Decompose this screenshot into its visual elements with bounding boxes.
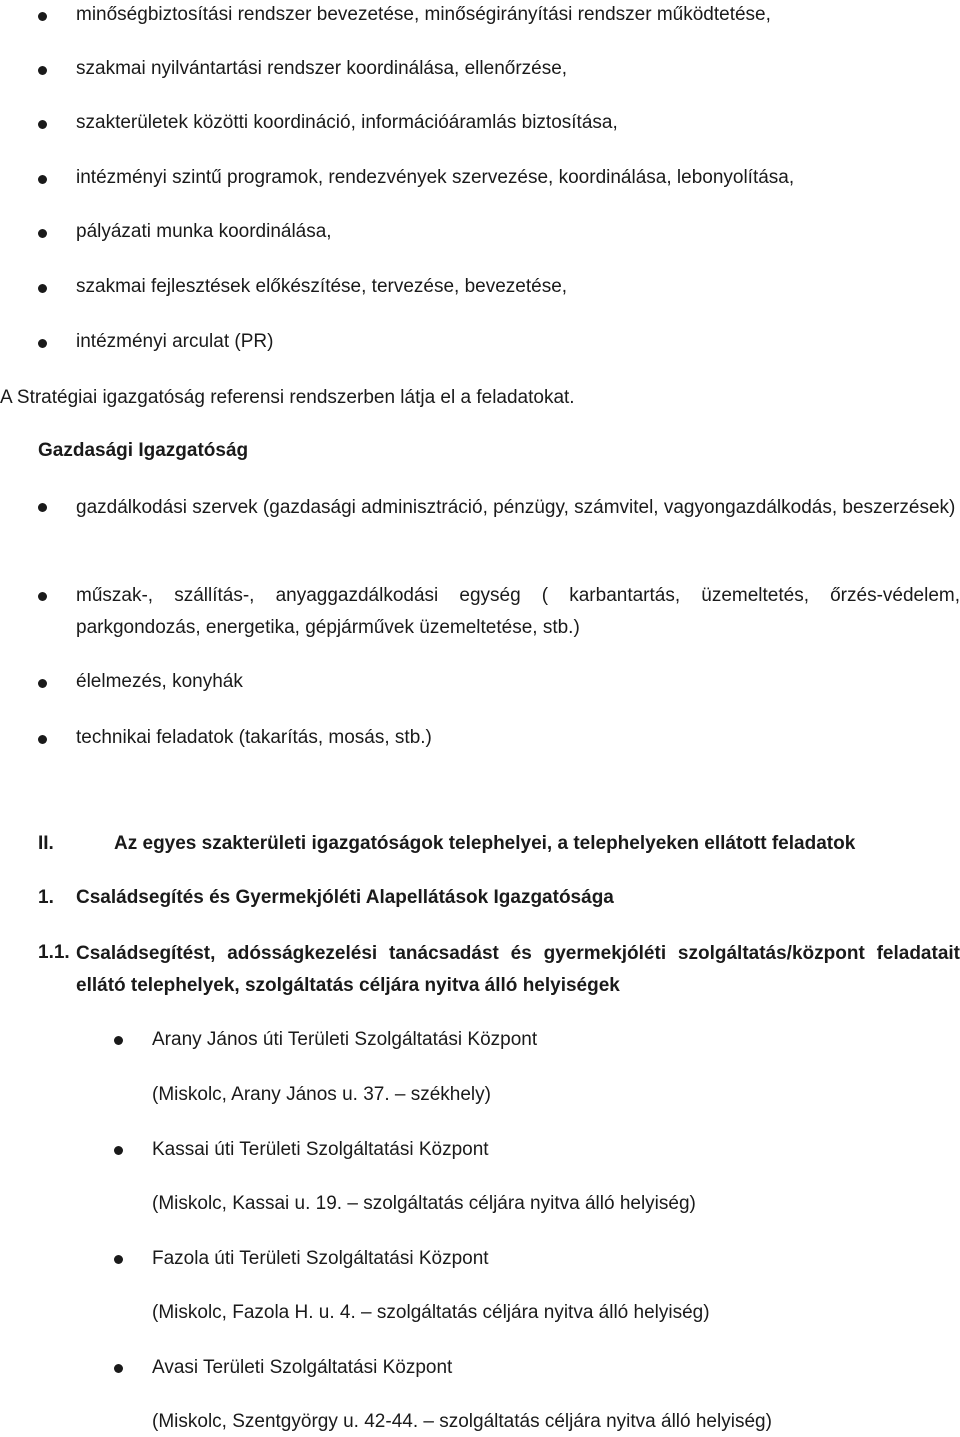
location-name: Arany János úti Területi Szolgáltatási Központ bbox=[152, 1029, 538, 1050]
bullet-icon bbox=[38, 679, 47, 688]
location-address: (Miskolc, Fazola H. u. 4. – szolgáltatás céljára nyitva álló helyiség) bbox=[152, 1302, 710, 1323]
location-address: (Miskolc, Kassai u. 19. – szolgáltatás céljára nyitva álló helyiség) bbox=[152, 1193, 696, 1214]
location-address: (Miskolc, Szentgyörgy u. 42-44. – szolgáltatás céljára nyitva álló helyiség) bbox=[152, 1411, 772, 1432]
bullet-icon bbox=[38, 503, 47, 512]
section-heading-gazdasagi: Gazdasági Igazgatóság bbox=[38, 440, 249, 461]
bullet-icon bbox=[38, 175, 47, 184]
location-address: (Miskolc, Arany János u. 37. – székhely) bbox=[152, 1084, 491, 1105]
list-item: technikai feladatok (takarítás, mosás, stb.) bbox=[76, 727, 432, 748]
location-name: Kassai úti Területi Szolgáltatási Központ bbox=[152, 1139, 489, 1160]
list-item: szakmai fejlesztések előkészítése, tervezése, bevezetése, bbox=[76, 276, 568, 297]
bullet-icon bbox=[38, 592, 47, 601]
bullet-icon bbox=[38, 339, 47, 348]
bullet-icon bbox=[38, 66, 47, 75]
subsection-title: Családsegítést, adósságkezelési tanácsadást és gyermekjóléti szolgáltatás/központ feladatait ellátó telephelyek, szolgáltatás céljára nyitva álló helyiségek bbox=[76, 943, 960, 996]
list-item: gazdálkodási szervek (gazdasági adminisztráció, pénzügy, számvitel, vagyongazdálkodás, beszerzések) bbox=[76, 497, 956, 518]
list-item: szakterületek közötti koordináció, információáramlás biztosítása, bbox=[76, 112, 618, 133]
list-item: szakmai nyilvántartási rendszer koordinálása, ellenőrzése, bbox=[76, 58, 568, 79]
bullet-icon bbox=[38, 120, 47, 129]
bullet-icon bbox=[114, 1364, 123, 1373]
subsection-number: 1. bbox=[38, 887, 54, 908]
bullet-icon bbox=[38, 229, 47, 238]
list-item: intézményi szintű programok, rendezvények szervezése, koordinálása, lebonyolítása, bbox=[76, 167, 795, 188]
bullet-icon bbox=[38, 284, 47, 293]
list-item: műszak-, szállítás-, anyaggazdálkodási egység ( karbantartás, üzemeltetés, őrzés-védelem, parkgondozás, energetika, gépjárművek üzemeltetése, stb.) bbox=[76, 585, 960, 638]
bullet-icon bbox=[114, 1255, 123, 1264]
list-item: intézményi arculat (PR) bbox=[76, 331, 274, 352]
list-item: pályázati munka koordinálása, bbox=[76, 221, 332, 242]
bullet-icon bbox=[114, 1036, 123, 1045]
list-item: minőségbiztosítási rendszer bevezetése, minőségirányítási rendszer működtetése, bbox=[76, 4, 771, 25]
bullet-icon bbox=[38, 735, 47, 744]
section-number: II. bbox=[38, 833, 54, 854]
section-title: Az egyes szakterületi igazgatóságok telephelyei, a telephelyeken ellátott feladatok bbox=[114, 833, 856, 854]
subsection-title: Családsegítés és Gyermekjóléti Alapellátások Igazgatósága bbox=[76, 887, 614, 908]
bullet-icon bbox=[38, 12, 47, 21]
bullet-icon bbox=[114, 1146, 123, 1155]
location-name: Avasi Területi Szolgáltatási Központ bbox=[152, 1357, 453, 1378]
list-item: élelmezés, konyhák bbox=[76, 671, 243, 692]
location-name: Fazola úti Területi Szolgáltatási Központ bbox=[152, 1248, 489, 1269]
subsection-number: 1.1. bbox=[38, 942, 70, 963]
strategy-note: A Stratégiai igazgatóság referensi rendszerben látja el a feladatokat. bbox=[0, 387, 575, 408]
